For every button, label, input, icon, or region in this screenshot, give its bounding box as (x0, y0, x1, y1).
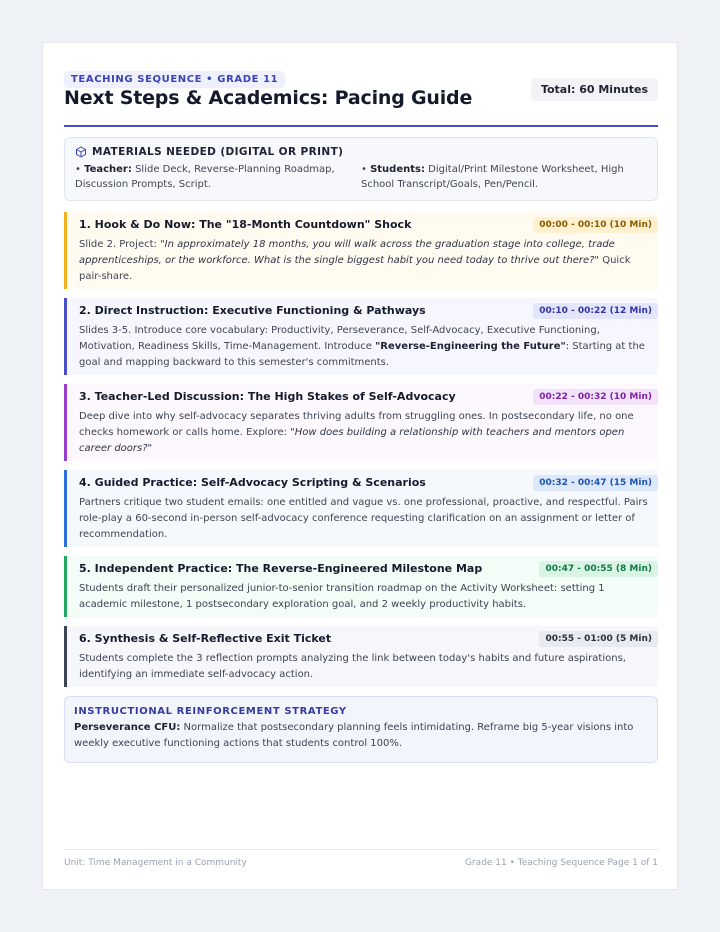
step-4 (64, 470, 658, 547)
step-title: 1. Hook & Do Now: The "18-Month Countdown" Shock (79, 218, 412, 231)
materials-teacher: • Teacher: Slide Deck, Reverse-Planning Roadmap, Discussion Prompts, Script. (75, 164, 335, 190)
students-label: Students: (370, 164, 425, 175)
step-text-c: Quick pair-share. (79, 255, 631, 282)
strategy-text (74, 720, 648, 752)
step-text-a: Deep dive into why self-advocacy separates thriving adults from struggling ones. In postsecondary life, no one checks homework or calls home. Explore: (79, 411, 634, 438)
reinforcement-strategy-box (64, 696, 658, 763)
step-text-a: Partners critique two student emails: one entitled and vague vs. one professional, proactive, and respectful. Pairs role-play a 60-second in-person self-advocacy conference requesting clarification on an assignment or letter of recommendation. (79, 497, 648, 540)
step-text-a: Students draft their personalized junior-to-senior transition roadmap on the Activity Worksheet: setting 1 academic milestone, 1 postsecondary exploration goal, and 2 weekly productivity habits. (79, 583, 605, 610)
step-title: 3. Teacher-Led Discussion: The High Stakes of Self-Advocacy (79, 390, 456, 403)
step-5 (64, 556, 658, 617)
step-time-badge: 00:47 - 00:55 (8 Min) (539, 561, 658, 577)
students-items: Digital/Print Milestone Worksheet, High School Transcript/Goals, Pen/Pencil. (361, 164, 624, 190)
step-description (79, 495, 648, 543)
step-text-c: : Starting at the goal and mapping backward to this semester's commitments. (79, 341, 645, 368)
sequence-tag: TEACHING SEQUENCE • GRADE 11 (64, 71, 285, 88)
footer-unit: Unit: Time Management in a Community (64, 858, 247, 868)
step-time-badge: 00:00 - 00:10 (10 Min) (533, 217, 658, 233)
page-content (64, 67, 658, 763)
teacher-items: Slide Deck, Reverse-Planning Roadmap, Discussion Prompts, Script. (75, 164, 335, 190)
step-6 (64, 626, 658, 687)
step-description (79, 581, 648, 613)
step-text-b: "In approximately 18 months, you will walk across the graduation stage into college, trade apprenticeships, or the workforce. What is the single biggest habit you need today to thrive out there?" (79, 239, 615, 266)
step-header (79, 560, 652, 578)
step-title: 5. Independent Practice: The Reverse-Engineered Milestone Map (79, 562, 483, 575)
strategy-heading: INSTRUCTIONAL REINFORCEMENT STRATEGY (74, 706, 347, 717)
cube-icon (75, 146, 87, 158)
materials-box (64, 137, 658, 201)
step-text-a: Slides 3-5. Introduce core vocabulary: Productivity, Perseverance, Self-Advocacy, Executive Functioning, Motivation, Readiness Skills, Time-Management. Introduce (79, 325, 600, 352)
materials-columns (75, 162, 647, 192)
materials-heading-text: MATERIALS NEEDED (DIGITAL OR PRINT) (92, 146, 344, 158)
materials-students: • Students: Digital/Print Milestone Worksheet, High School Transcript/Goals, Pen/Pencil. (361, 164, 624, 190)
step-time-badge: 00:22 - 00:32 (10 Min) (533, 389, 658, 405)
materials-heading (75, 146, 647, 158)
step-time-badge: 00:55 - 01:00 (5 Min) (539, 631, 658, 647)
page-title: Next Steps & Academics: Pacing Guide (64, 87, 473, 109)
step-text-b: "How does building a relationship with teachers and mentors open career doors?" (79, 427, 625, 454)
step-3 (64, 384, 658, 461)
step-description (79, 651, 648, 683)
step-text-a: Students complete the 3 reflection prompts analyzing the link between today's habits and future aspirations, identifying an immediate self-advocacy action. (79, 653, 626, 680)
step-header (79, 302, 652, 320)
step-text-b: "Reverse-Engineering the Future" (375, 341, 566, 352)
step-title: 6. Synthesis & Self-Reflective Exit Ticket (79, 632, 332, 645)
step-1 (64, 212, 658, 289)
teacher-label: Teacher: (84, 164, 132, 175)
strategy-label: Perseverance CFU: (74, 722, 181, 733)
page-header (64, 67, 658, 125)
page-footer (64, 849, 658, 868)
step-description (79, 323, 648, 371)
step-title: 4. Guided Practice: Self-Advocacy Scripting & Scenarios (79, 476, 426, 489)
step-header (79, 216, 652, 234)
total-time-badge: Total: 60 Minutes (531, 78, 658, 101)
header-divider (64, 125, 658, 127)
step-description (79, 409, 648, 457)
step-header (79, 474, 652, 492)
step-title: 2. Direct Instruction: Executive Functioning & Pathways (79, 304, 426, 317)
strategy-body: Normalize that postsecondary planning feels intimidating. Reframe big 5-year visions into weekly executive functioning actions that students control 100%. (74, 722, 634, 749)
step-time-badge: 00:10 - 00:22 (12 Min) (533, 303, 658, 319)
step-2 (64, 298, 658, 375)
step-header (79, 388, 652, 406)
step-time-badge: 00:32 - 00:47 (15 Min) (533, 475, 658, 491)
step-description (79, 237, 648, 285)
step-header (79, 630, 652, 648)
pacing-steps (64, 212, 658, 687)
step-text-a: Slide 2. Project: (79, 239, 161, 250)
footer-page-info: Grade 11 • Teaching Sequence Page 1 of 1 (465, 858, 658, 868)
document-page (42, 42, 678, 890)
